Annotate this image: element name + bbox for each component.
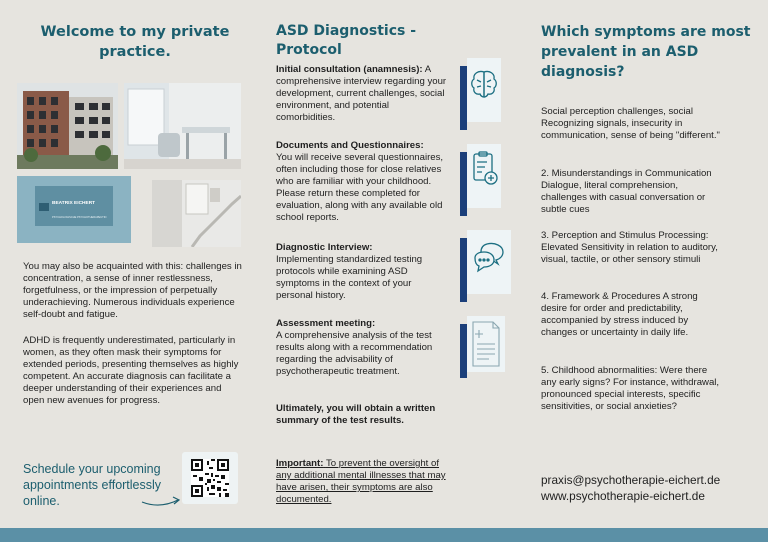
chat-bubbles-icon [467, 230, 511, 294]
documents-title: Documents and Questionnaires: [276, 140, 424, 151]
section-documents [276, 140, 448, 224]
assessment-title: Assessment meeting: [276, 318, 376, 329]
clipboard-add-icon [467, 144, 501, 208]
interview-title: Diagnostic Interview: [276, 242, 373, 253]
symptom-item-5: 5. Childhood abnormalities: Were there any early signs? For instance, withdrawal, pronounced special interests, specific sensitivities, or social anxieties? [541, 365, 720, 412]
section-anamnesis [276, 64, 448, 124]
contact-website[interactable]: www.psychotherapie-eichert.de [541, 489, 705, 503]
section-assessment [276, 318, 448, 378]
qr-code-card[interactable] [182, 452, 238, 504]
logo-mark-icon [39, 203, 49, 211]
icon-card [467, 58, 501, 122]
arrow-icon [140, 494, 184, 510]
qr-code-icon[interactable] [191, 459, 229, 497]
interview-text: Implementing standardized testing protocols while examining ASD symptoms in the context of your personal history. [276, 254, 423, 301]
logo-subtitle: PSYCHOLOGISCHE PSYCHOTHERAPEUTIN [52, 216, 107, 219]
adhd-paragraph: ADHD is frequently underestimated, particularly in women, as they often mask their symptoms for extended periods, presenting themselves as highly competent. An accurate diagnosis can facilitate a deeper understanding of their experiences and open new avenues for progress. [23, 335, 239, 406]
intro-paragraph: You may also be acquainted with this: challenges in concentration, a sense of inner restlessness, forgetfulness, or the impression of perpetually underachieving. Numerous individuals experience self-doubt and fatigue. [23, 261, 242, 320]
interior-photo [152, 180, 241, 247]
symptom-item-4: 4. Framework & Procedures A strong desire for order and predictability, accompanied by stress induced by changes or uncertainty in daily life. [541, 291, 698, 338]
building-photo [17, 83, 118, 169]
icon-card [467, 230, 511, 294]
symptom-item-1: Social perception challenges, social Recognizing signals, insecurity in communication, sense of being "different." [541, 106, 720, 141]
important-note [276, 458, 452, 506]
logo-inner [35, 186, 113, 226]
icon-accent-bar [460, 66, 467, 130]
assessment-text: A comprehensive analysis of the test results along with a recommendation regarding the advisability of psychotherapeutic treatment. [276, 330, 433, 377]
icon-accent-bar [460, 324, 467, 378]
symptom-item-3: 3. Perception and Stimulus Processing: Elevated Sensitivity in relation to auditory, visual, tactile, or other sensory stimuli [541, 230, 718, 265]
icon-accent-bar [460, 152, 467, 216]
schedule-text: Schedule your upcoming appointments effortlessly online. [23, 462, 162, 508]
icon-card [467, 144, 501, 208]
important-label: Important: [276, 458, 324, 469]
protocol-heading: ASD Diagnostics - Protocol [276, 23, 417, 58]
icon-accent-bar [460, 238, 467, 302]
medical-report-icon [467, 316, 505, 372]
symptom-item-2: 2. Misunderstandings in Communication Dialogue, literal comprehension, challenges with casual conversation or subtle cues [541, 168, 712, 215]
logo-name: BEATRIX EICHERT [52, 201, 96, 206]
section-interview [276, 242, 448, 302]
logo-card [17, 176, 131, 243]
footer-bar [0, 528, 768, 542]
important-text: To prevent the oversight of any additional mental illnesses that may have arisen, their symptoms are also documented. [276, 458, 446, 505]
office-photo [124, 83, 241, 169]
icon-card [467, 316, 505, 372]
documents-text: You will receive several questionnaires, often including those for close relatives who are familiar with your childhood. Please return these completed for evaluation, along with any available old school reports. [276, 152, 444, 223]
summary-note: Ultimately, you will obtain a written summary of the test results. [276, 403, 436, 426]
anamnesis-text: A comprehensive interview regarding your development, current challenges, social environment, and potential comorbidities. [276, 64, 447, 123]
contact-email[interactable]: praxis@psychotherapie-eichert.de [541, 473, 721, 487]
anamnesis-title: Initial consultation (anamnesis): [276, 64, 423, 75]
welcome-heading: Welcome to my private practice. [40, 24, 230, 60]
brain-icon [467, 58, 501, 122]
symptoms-heading: Which symptoms are most prevalent in an ASD diagnosis? [541, 24, 751, 80]
